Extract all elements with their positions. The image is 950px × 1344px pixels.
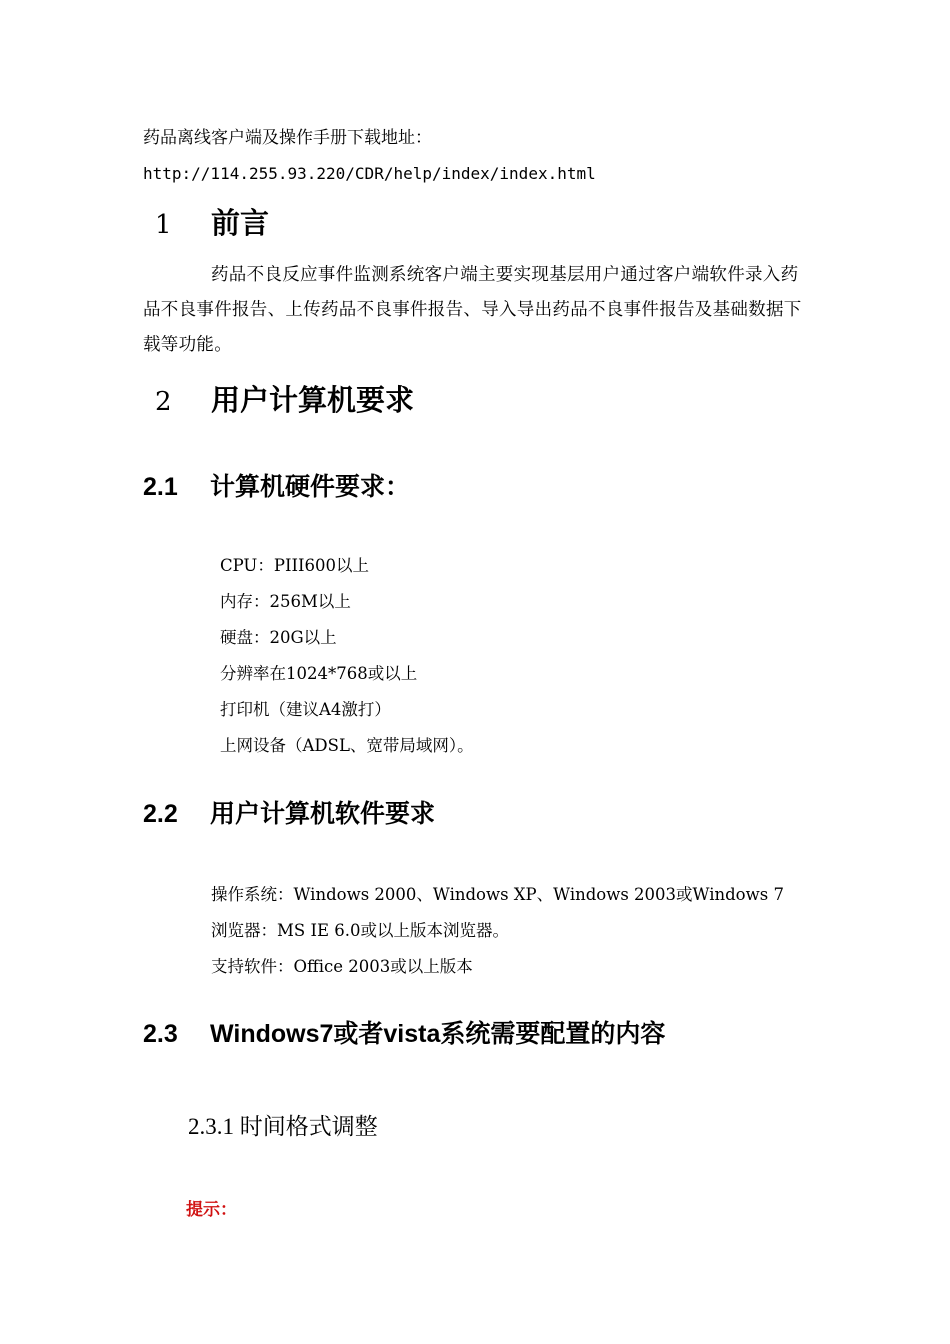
section-number: 2 bbox=[155, 387, 172, 417]
section-title: 用户计算机要求 bbox=[211, 383, 415, 417]
section-2-3-heading bbox=[143, 1018, 665, 1050]
section-number: 1 bbox=[155, 210, 172, 240]
section-title: Windows7或者vista系统需要配置的内容 bbox=[210, 1020, 666, 1048]
section-2-3-1-heading: 2.3.1 时间格式调整 bbox=[188, 1114, 378, 1139]
section-title: 计算机硬件要求： bbox=[210, 473, 411, 501]
list-item: 内存：256M以上 bbox=[220, 592, 351, 611]
list-item: CPU：PIII600以上 bbox=[220, 556, 369, 575]
list-item: 支持软件：Office 2003或以上版本 bbox=[211, 957, 473, 976]
section-number: 2.2 bbox=[143, 800, 178, 828]
list-item: 硬盘：20G以上 bbox=[220, 628, 337, 647]
hint-label: 提示： bbox=[186, 1200, 237, 1220]
section-title: 前言 bbox=[211, 206, 270, 240]
software-requirements-list bbox=[211, 877, 784, 985]
list-item: 上网设备（ADSL、宽带局域网）。 bbox=[220, 736, 474, 755]
download-url: http://114.255.93.220/CDR/help/index/index.html bbox=[143, 164, 596, 183]
section-number: 2.1 bbox=[143, 473, 178, 501]
section-2-1-heading bbox=[143, 471, 410, 503]
section-title: 用户计算机软件要求 bbox=[210, 800, 436, 828]
section-1-heading bbox=[155, 205, 269, 243]
hardware-requirements-list bbox=[220, 548, 474, 764]
list-item: 打印机（建议A4激打） bbox=[220, 700, 391, 719]
list-item: 浏览器：MS IE 6.0或以上版本浏览器。 bbox=[211, 921, 509, 940]
section-2-2-heading bbox=[143, 798, 435, 830]
download-label: 药品离线客户端及操作手册下载地址： bbox=[143, 128, 432, 148]
section-1-paragraph: 药品不良反应事件监测系统客户端主要实现基层用户通过客户端软件录入药品不良事件报告、上传药品不良事件报告、导入导出药品不良事件报告及基础数据下载等功能。 bbox=[143, 265, 802, 355]
section-number: 2.3 bbox=[143, 1020, 178, 1048]
list-item: 操作系统：Windows 2000、Windows XP、Windows 2003或Windows 7 bbox=[211, 885, 784, 904]
section-2-heading bbox=[155, 382, 414, 420]
list-item: 分辨率在1024*768或以上 bbox=[220, 664, 418, 683]
